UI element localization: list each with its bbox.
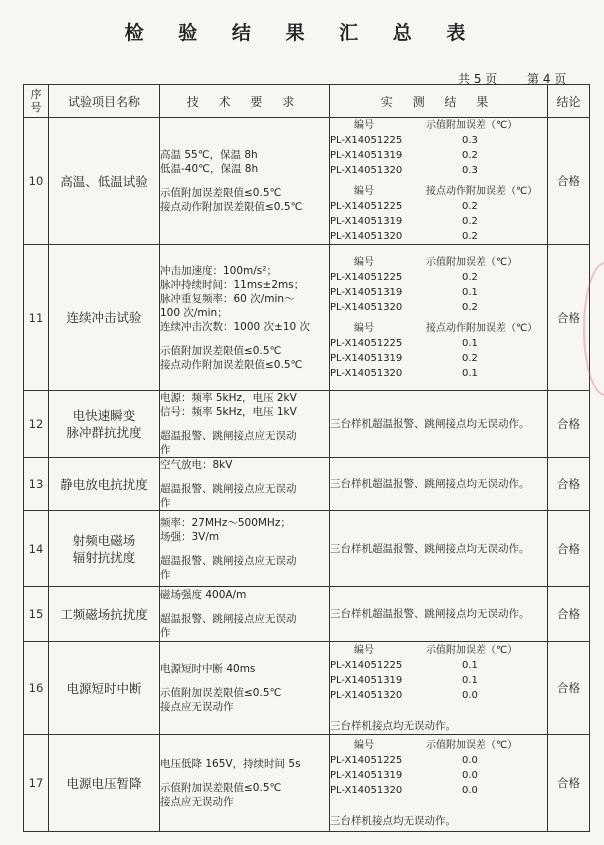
conclusion: 合格 xyxy=(548,391,590,458)
sample-value: 0.1 xyxy=(462,367,478,379)
requirement xyxy=(160,735,330,832)
requirement-line: 作 xyxy=(160,497,171,509)
result xyxy=(330,511,548,587)
sample-value: 0.2 xyxy=(462,301,478,313)
result-summary: 三台样机超温报警、跳闸接点均无误动作。 xyxy=(330,608,530,620)
item-name xyxy=(49,642,160,735)
requirement xyxy=(160,391,330,458)
result-grid xyxy=(330,118,547,178)
requirement-line: 连续冲击次数：1000 次±10 次 xyxy=(160,320,311,333)
result xyxy=(330,587,548,642)
result-col-value: 接点动作附加误差（℃） xyxy=(426,186,538,197)
requirement-line: 冲击加速度：100m/s²； xyxy=(160,264,277,277)
result-col-id: 编号 xyxy=(354,120,374,131)
requirement xyxy=(160,511,330,587)
sample-value: 0.3 xyxy=(462,135,478,146)
conclusion: 合格 xyxy=(548,735,590,832)
sample-value: 0.0 xyxy=(462,770,478,781)
sample-id: PL-X14051225 xyxy=(330,271,403,283)
sample-id: PL-X14051320 xyxy=(330,690,403,701)
sample-value: 0.2 xyxy=(462,352,478,364)
requirement-gap xyxy=(160,771,329,781)
requirement-line: 电源短时中断 40ms xyxy=(160,663,256,675)
requirement-line: 接点应无误动作 xyxy=(160,701,234,713)
requirement-line: 磁场强度 400A/m xyxy=(160,589,247,601)
requirement xyxy=(160,458,330,511)
item-name xyxy=(49,458,160,511)
item-name-line: 电快速瞬变 xyxy=(72,408,136,423)
header-results: 实 测 结 果 xyxy=(330,85,548,118)
table-row xyxy=(24,587,590,642)
requirement-line: 示值附加误差限值≤0.5℃ xyxy=(160,187,282,199)
requirement-gap xyxy=(160,176,329,186)
requirement-line: 作 xyxy=(160,627,171,639)
item-name xyxy=(49,118,160,245)
result-grid xyxy=(330,321,547,381)
item-name xyxy=(49,391,160,458)
page-total: 共 5 页 xyxy=(458,72,498,86)
result-summary: 三台样机超温报警、跳闸接点均无误动作。 xyxy=(330,478,530,490)
requirement-line: 超温报警、跳闸接点应无误动 xyxy=(160,483,297,495)
requirement-line: 作 xyxy=(160,444,171,456)
result-col-id: 编号 xyxy=(354,740,374,751)
sample-value: 0.2 xyxy=(462,201,478,212)
result-summary: 三台样机超温报警、跳闸接点均无误动作。 xyxy=(330,418,530,430)
requirement-line: 空气放电：8kV xyxy=(160,459,233,471)
sample-id: PL-X14051320 xyxy=(330,165,403,176)
sample-id: PL-X14051225 xyxy=(330,337,403,349)
item-name-line: 射频电磁场 xyxy=(72,532,136,548)
item-name-line: 静电放电抗扰度 xyxy=(60,476,148,492)
item-name-line: 连续冲击试验 xyxy=(66,310,142,325)
requirement-line: 脉冲持续时间：11ms±2ms； xyxy=(160,278,305,291)
sample-id: PL-X14051319 xyxy=(330,150,403,161)
conclusion: 合格 xyxy=(548,587,590,642)
item-name-line: 工频磁场抗扰度 xyxy=(60,606,148,622)
sample-id: PL-X14051320 xyxy=(330,301,403,313)
header-no-top: 序 xyxy=(30,88,42,101)
requirement-line: 接点动作附加误差限值≤0.5℃ xyxy=(160,358,303,371)
result-gap xyxy=(330,798,547,814)
result xyxy=(330,735,548,832)
requirement xyxy=(160,245,330,391)
sample-value: 0.1 xyxy=(462,286,478,298)
result-col-id: 编号 xyxy=(354,186,374,197)
result-col-id: 编号 xyxy=(354,256,374,268)
result-col-value: 示值附加误差（℃） xyxy=(426,645,518,656)
requirement-line: 示值附加误差限值≤0.5℃ xyxy=(160,687,282,699)
result xyxy=(330,642,548,735)
sample-value: 0.2 xyxy=(462,216,478,227)
item-name-line: 脉冲群抗扰度 xyxy=(66,425,142,440)
item-name-line: 电源短时中断 xyxy=(66,680,142,696)
table-row xyxy=(24,511,590,587)
result-col-id: 编号 xyxy=(354,322,374,334)
result-grid xyxy=(330,643,547,703)
header-no-bottom: 号 xyxy=(30,101,42,114)
result-col-value: 示值附加误差（℃） xyxy=(426,256,518,268)
requirement-gap xyxy=(160,544,329,554)
requirement-line: 示值附加误差限值≤0.5℃ xyxy=(160,344,282,357)
result xyxy=(330,245,548,391)
requirement-gap xyxy=(160,602,329,612)
requirement xyxy=(160,642,330,735)
table-row xyxy=(24,118,590,245)
table-header-row xyxy=(24,85,590,118)
result-grid xyxy=(330,184,547,244)
row-number: 17 xyxy=(24,735,49,832)
result xyxy=(330,458,548,511)
row-number: 13 xyxy=(24,458,49,511)
sample-id: PL-X14051225 xyxy=(330,201,403,212)
result-grid xyxy=(330,738,547,798)
conclusion: 合格 xyxy=(548,118,590,245)
result-col-value: 接点动作附加误差（℃） xyxy=(426,322,538,334)
sample-id: PL-X14051319 xyxy=(330,675,403,686)
table-row xyxy=(24,458,590,511)
result-summary: 三台样机接点均无误动作。 xyxy=(330,720,456,732)
result-gap xyxy=(330,703,547,719)
sample-value: 0.1 xyxy=(462,660,478,671)
sample-id: PL-X14051319 xyxy=(330,216,403,227)
item-name-line: 辐射抗扰度 xyxy=(72,549,136,565)
sample-value: 0.2 xyxy=(462,271,478,283)
item-name xyxy=(49,245,160,391)
row-number: 14 xyxy=(24,511,49,587)
conclusion: 合格 xyxy=(548,245,590,391)
requirement-line: 超温报警、跳闸接点应无误动 xyxy=(160,613,297,625)
requirement-gap xyxy=(160,419,329,429)
table-row xyxy=(24,245,590,391)
sample-id: PL-X14051225 xyxy=(330,660,403,671)
page-number: 第 4 页 xyxy=(527,72,567,86)
row-number: 16 xyxy=(24,642,49,735)
requirement-gap xyxy=(160,676,329,686)
row-number: 12 xyxy=(24,391,49,458)
header-conclusion: 结论 xyxy=(548,85,590,118)
result xyxy=(330,391,548,458)
result xyxy=(330,118,548,245)
sample-id: PL-X14051320 xyxy=(330,231,403,242)
requirement-line: 示值附加误差限值≤0.5℃ xyxy=(160,782,282,794)
requirement-line: 脉冲重复频率：60 次/min～ xyxy=(160,292,295,305)
conclusion: 合格 xyxy=(548,511,590,587)
table-row xyxy=(24,642,590,735)
result-col-value: 示值附加误差（℃） xyxy=(426,120,518,131)
requirement-line: 100 次/min； xyxy=(160,306,228,319)
sample-value: 0.0 xyxy=(462,690,478,701)
header-item: 试验项目名称 xyxy=(49,85,160,118)
requirement-gap xyxy=(160,334,329,344)
sample-id: PL-X14051320 xyxy=(330,785,403,796)
result-summary: 三台样机超温报警、跳闸接点均无误动作。 xyxy=(330,542,530,555)
row-number: 15 xyxy=(24,587,49,642)
sample-value: 0.2 xyxy=(462,150,478,161)
sample-id: PL-X14051320 xyxy=(330,367,403,379)
table-row xyxy=(24,735,590,832)
requirement-line: 频率：27MHz～500MHz； xyxy=(160,516,291,529)
requirement-line: 超温报警、跳闸接点应无误动 xyxy=(160,430,297,442)
page-title: 检 验 结 果 汇 总 表 xyxy=(124,22,480,44)
sample-value: 0.1 xyxy=(462,337,478,349)
requirement-line: 接点应无误动作 xyxy=(160,796,234,808)
conclusion: 合格 xyxy=(548,642,590,735)
sample-value: 0.2 xyxy=(462,231,478,242)
requirement-line: 接点动作附加误差限值≤0.5℃ xyxy=(160,201,303,213)
sample-value: 0.3 xyxy=(462,165,478,176)
result-col-id: 编号 xyxy=(354,645,374,656)
requirement-line: 场强：3V/m xyxy=(160,530,220,543)
requirement-line: 作 xyxy=(160,568,171,581)
requirement-line: 电压低降 165V，持续时间 5s xyxy=(160,758,301,770)
row-number: 11 xyxy=(24,245,49,391)
requirement xyxy=(160,118,330,245)
row-number: 10 xyxy=(24,118,49,245)
sample-value: 0.0 xyxy=(462,785,478,796)
sample-id: PL-X14051225 xyxy=(330,135,403,146)
requirement-line: 信号：频率 5kHz，电压 1kV xyxy=(160,406,297,418)
sample-id: PL-X14051319 xyxy=(330,770,403,781)
conclusion: 合格 xyxy=(548,458,590,511)
table-row xyxy=(24,391,590,458)
item-name xyxy=(49,735,160,832)
requirement-line: 高温 55℃，保温 8h xyxy=(160,149,258,161)
sample-id: PL-X14051319 xyxy=(330,286,403,298)
requirement-line: 电源：频率 5kHz，电压 2kV xyxy=(160,392,297,404)
result-col-value: 示值附加误差（℃） xyxy=(426,740,518,751)
results-table xyxy=(23,84,590,832)
requirement-line: 超温报警、跳闸接点应无误动 xyxy=(160,554,297,567)
header-requirements: 技 术 要 求 xyxy=(160,85,330,118)
sample-id: PL-X14051225 xyxy=(330,755,403,766)
sample-id: PL-X14051319 xyxy=(330,352,403,364)
item-name-line: 电源电压暂降 xyxy=(66,775,142,791)
header-no xyxy=(24,85,49,118)
sample-value: 0.1 xyxy=(462,675,478,686)
item-name xyxy=(49,587,160,642)
result-grid xyxy=(330,255,547,315)
item-name-line: 高温、低温试验 xyxy=(60,173,148,189)
sample-value: 0.0 xyxy=(462,755,478,766)
requirement-gap xyxy=(160,472,329,482)
requirement xyxy=(160,587,330,642)
requirement-line: 低温-40℃，保温 8h xyxy=(160,163,259,175)
result-summary: 三台样机接点均无误动作。 xyxy=(330,815,456,827)
item-name xyxy=(49,511,160,587)
